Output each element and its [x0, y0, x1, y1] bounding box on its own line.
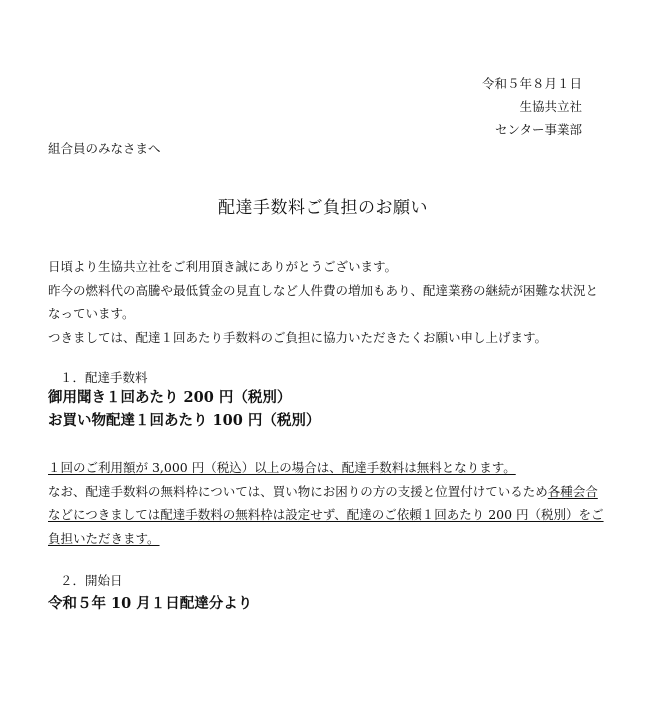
- free-threshold-note: １回のご利用額が 3,000 円（税込）以上の場合は、配達手数料は無料となります。: [48, 460, 516, 475]
- fee-list: [48, 386, 320, 432]
- meeting-fee-note: 各種会合などにつきましては配達手数料の無料枠は設定せず、配達のご依頼１回あたり 200 円（税別）をご負担いただきます。: [48, 483, 604, 546]
- fee-item: お買い物配達１回あたり 100 円（税別）: [48, 412, 321, 429]
- document-title: 配達手数料ご負担のお願い: [218, 198, 428, 218]
- addressee: 組合員のみなさまへ: [48, 141, 161, 156]
- section-heading-start: ２．開始日: [60, 573, 123, 588]
- intro-line: つきましては、配達１回あたり手数料のご負担に協力いただきたくお願い申し上げます。: [48, 329, 548, 345]
- intro-line: 日頃より生協共立社をご利用頂き誠にありがとうございます。: [48, 259, 398, 274]
- section-heading-fee: １．配達手数料: [60, 370, 148, 385]
- free-quota-note: なお、配達手数料の無料枠については、買い物にお困りの方の支援と位置付けているため: [48, 483, 548, 499]
- start-date: 令和５年 10 月１日配達分より: [48, 595, 253, 612]
- department-name: センター事業部: [494, 122, 582, 137]
- intro-line: 昨今の燃料代の高騰や最低賃金の見直しなど人件費の増加もあり、配達業務の継続が困難な状況となっています。: [48, 282, 599, 321]
- sender-block: [482, 72, 582, 141]
- fee-item: 御用聞き１回あたり 200 円（税別）: [48, 389, 292, 406]
- issue-date: 令和５年８月１日: [481, 76, 582, 91]
- intro-paragraph: [48, 255, 608, 349]
- organization-name: 生協共立社: [519, 99, 582, 114]
- fee-notes: [48, 456, 608, 550]
